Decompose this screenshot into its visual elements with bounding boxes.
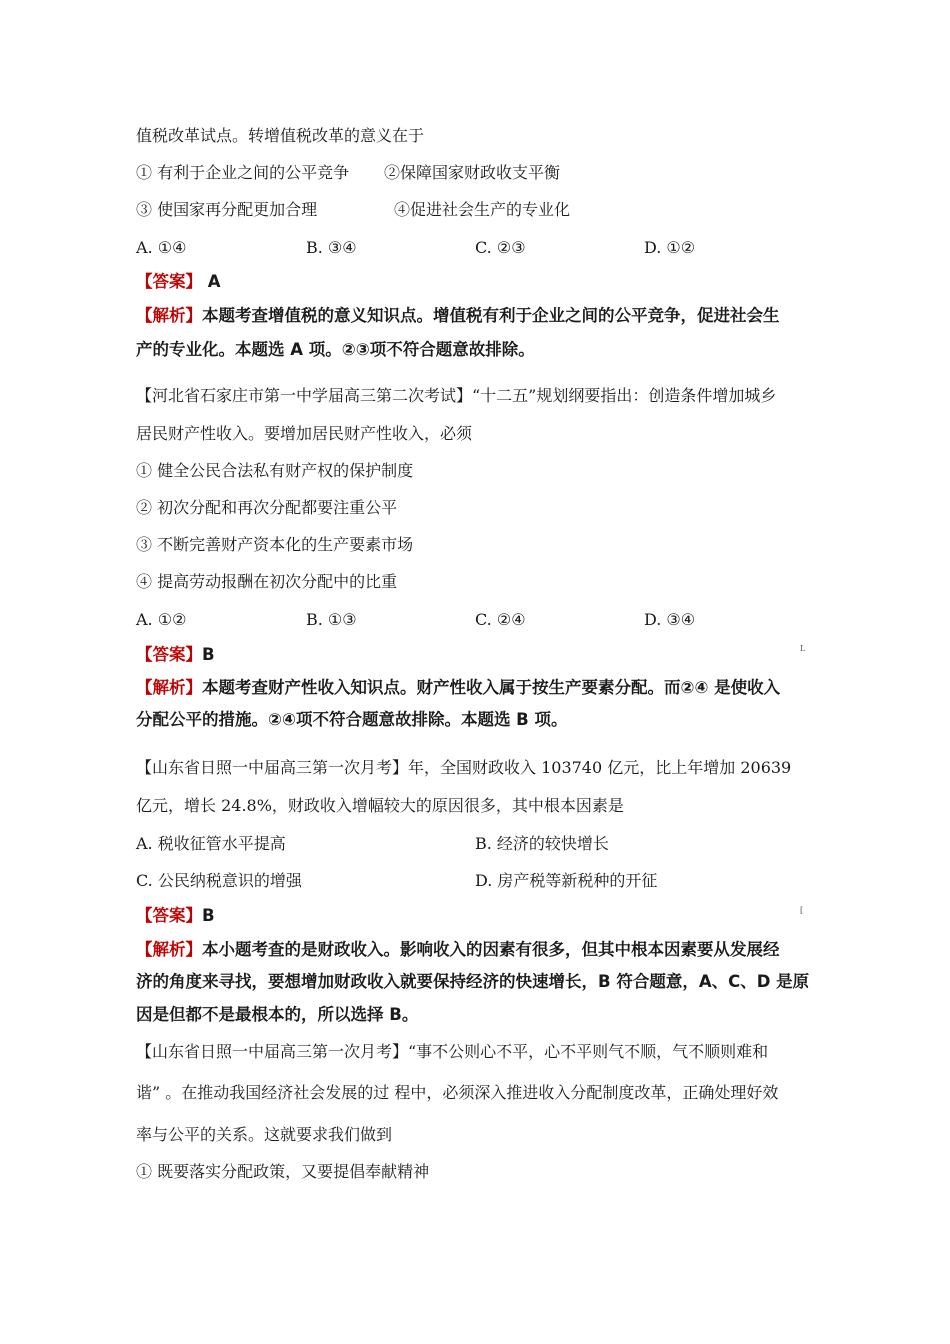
q3-analysis-line-2: 济的角度来寻找，要想增加财政收入就要保持经济的快速增长，B 符合题意，A、C、D 是原: [136, 972, 810, 991]
q3-analysis-line-1: [136, 940, 780, 960]
q1-analysis-line-2: 产的专业化。本题选 A 项。②③项不符合题意故排除。: [136, 340, 535, 359]
analysis-text: 本题考查增值税的意义知识点。增值税有利于企业之间的公平竞争，促进社会生: [202, 306, 780, 325]
q2-analysis-line-2: 分配公平的措施。②④项不符合题意故排除。本题选 B 项。: [136, 710, 568, 729]
analysis-text: 本小题考查的是财政收入。影响收入的因素有很多，但其中根本因素要从发展经: [202, 940, 780, 959]
q3-option-c: C. 公民纳税意识的增强: [136, 871, 302, 890]
answer-tag: 【答案】: [136, 272, 202, 291]
q1-item-3: ③ 使国家再分配更加合理: [136, 200, 318, 219]
q2-option-d: D. ③④: [644, 610, 696, 629]
q2-item-1: ① 健全公民合法私有财产权的保护制度: [136, 461, 414, 480]
answer-tag: 【答案】: [136, 906, 202, 925]
answer-value: B: [202, 906, 215, 925]
q2-item-3: ③ 不断完善财产资本化的生产要素市场: [136, 535, 414, 554]
q2-option-a: A. ①②: [136, 610, 187, 629]
q2-stem-line-2: 居民财产性收入。要增加居民财产性收入，必须: [136, 424, 473, 443]
answer-value: B: [202, 645, 215, 664]
q1-stem: 值税改革试点。转增值税改革的意义在于: [136, 126, 425, 145]
q1-option-a: A. ①④: [136, 238, 187, 257]
q4-stem-line-1: 【山东省日照一中届高三第一次月考】“事不公则心不平，心不平则气不顺，气不顺则难和: [136, 1042, 769, 1061]
scan-mark: L: [800, 644, 806, 653]
scan-mark: [: [800, 906, 804, 915]
q2-item-4: ④ 提高劳动报酬在初次分配中的比重: [136, 572, 398, 591]
q2-item-2: ② 初次分配和再次分配都要注重公平: [136, 498, 398, 517]
q4-stem-line-2: 谐” 。在推动我国经济社会发展的过 程中，必须深入推进收入分配制度改革，正确处理好效: [136, 1083, 779, 1102]
q1-option-b: B. ③④: [306, 238, 357, 257]
q2-answer: [136, 645, 215, 665]
analysis-tag: 【解析】: [136, 678, 202, 697]
analysis-text: 本题考查财产性收入知识点。财产性收入属于按生产要素分配。而②④ 是使收入: [202, 678, 781, 697]
q1-analysis-line-1: [136, 306, 780, 326]
q2-analysis-line-1: [136, 678, 780, 698]
q3-option-b: B. 经济的较快增长: [475, 834, 609, 853]
analysis-tag: 【解析】: [136, 306, 202, 325]
q4-item-1: ① 既要落实分配政策，又要提倡奉献精神: [136, 1162, 430, 1181]
q1-item-2: ②保障国家财政收支平衡: [384, 163, 561, 182]
q3-answer: [136, 906, 215, 926]
answer-value: A: [207, 272, 221, 291]
q1-item-1: ① 有利于企业之间的公平竞争: [136, 163, 350, 182]
q2-option-b: B. ①③: [306, 610, 357, 629]
q3-stem-line-1: 【山东省日照一中届高三第一次月考】年，全国财政收入 103740 亿元，比上年增加 20639: [136, 758, 792, 777]
q2-option-c: C. ②④: [475, 610, 526, 629]
q1-answer: [136, 272, 221, 292]
q3-option-d: D. 房产税等新税种的开征: [475, 871, 658, 890]
q3-stem-line-2: 亿元，增长 24.8%，财政收入增幅较大的原因很多，其中根本因素是: [136, 796, 624, 815]
q4-stem-line-3: 率与公平的关系。这就要求我们做到: [136, 1125, 393, 1144]
analysis-tag: 【解析】: [136, 940, 202, 959]
q3-option-a: A. 税收征管水平提高: [136, 834, 286, 853]
q1-item-4: ④促进社会生产的专业化: [394, 200, 571, 219]
q2-stem-line-1: 【河北省石家庄市第一中学届高三第二次考试】“十二五”规划纲要指出：创造条件增加城乡: [136, 386, 777, 405]
q1-option-c: C. ②③: [475, 238, 526, 257]
q3-analysis-line-3: 因是但都不是最根本的，所以选择 B。: [136, 1005, 419, 1024]
answer-tag: 【答案】: [136, 645, 202, 664]
q1-option-d: D. ①②: [644, 238, 696, 257]
